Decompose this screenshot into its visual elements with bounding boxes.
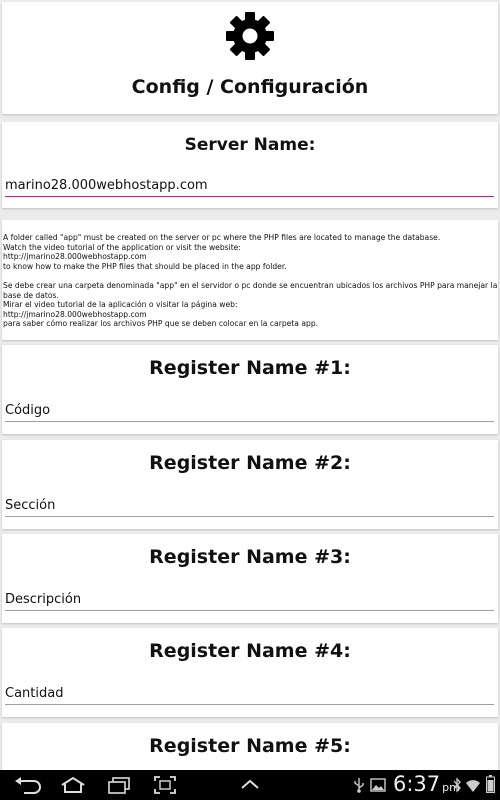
register-label-5: Register Name #5: (149, 735, 351, 757)
register-input-1[interactable]: Código (5, 403, 494, 422)
recent-apps-icon[interactable] (104, 775, 134, 795)
usb-icon (352, 777, 366, 793)
register-card-1 (2, 345, 498, 434)
status-time (393, 772, 460, 796)
info-text: A folder called "app" must be created on the server or pc where the PHP files are located to manage the database. Watch the video tutorial of the application or visit the website: http://jmarino28.000webhostapp.com to know how to make the PHP files that should be placed in the app folder. Se debe crear una carpeta denominada "app" en el servidor o pc donde se encuentran ubicados los archivos PHP para manejar la base de datos. Mirar el video tutorial de la aplicación o visitar la página web: http://jmarino28.000webhostapp.com para saber cómo realizar los archivos PHP que se deben colocar en la carpeta app. (3, 233, 498, 329)
register-label-1: Register Name #1: (149, 357, 351, 379)
server-name-label: Server Name: (184, 135, 316, 155)
gallery-icon (370, 777, 386, 793)
register-card-3 (2, 534, 498, 623)
wifi-icon (465, 777, 481, 793)
system-navigation-bar (0, 770, 500, 800)
register-input-3[interactable]: Descripción (5, 592, 494, 611)
register-card-5 (2, 723, 498, 770)
server-name-input[interactable]: marino28.000webhostapp.com (5, 178, 494, 197)
bluetooth-icon (452, 777, 462, 793)
gear-icon (224, 10, 276, 62)
server-card (2, 122, 498, 208)
register-label-4: Register Name #4: (149, 640, 351, 662)
clock-time: 6:37 (393, 772, 441, 796)
register-input-4[interactable]: Cantidad (5, 686, 494, 705)
register-card-2 (2, 440, 498, 529)
register-input-2[interactable]: Sección (5, 498, 494, 517)
battery-icon (486, 775, 495, 793)
menu-up-icon[interactable] (237, 775, 263, 795)
page-title: Config / Configuración (131, 76, 369, 98)
register-card-4 (2, 628, 498, 717)
header-card (2, 2, 498, 114)
home-icon[interactable] (58, 775, 88, 795)
screenshot-icon[interactable] (152, 775, 178, 795)
register-label-3: Register Name #3: (149, 546, 351, 568)
clock-ampm: pm (442, 781, 460, 794)
back-icon[interactable] (12, 775, 42, 795)
info-card (2, 220, 498, 340)
register-label-2: Register Name #2: (149, 452, 351, 474)
